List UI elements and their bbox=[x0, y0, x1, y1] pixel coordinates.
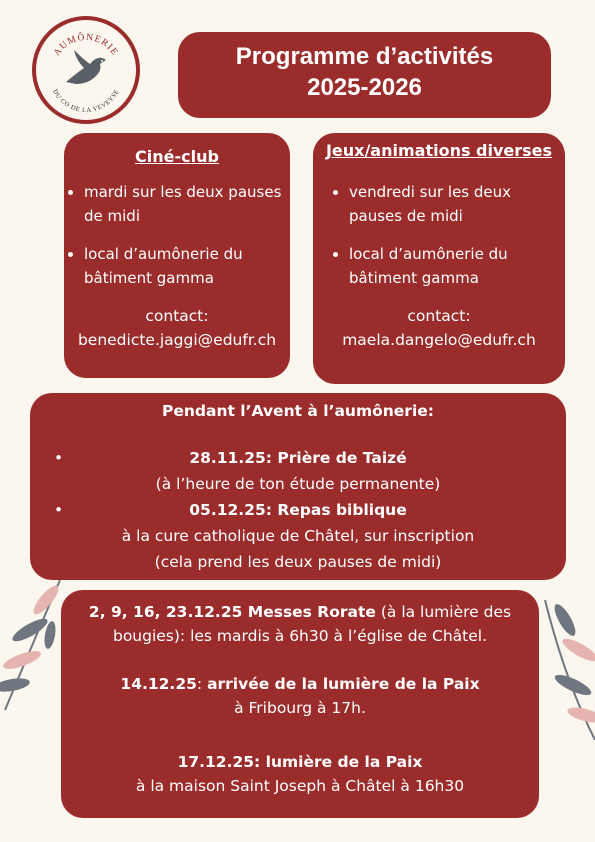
paix-chatel-detail: à la maison Saint Joseph à Châtel à 16h30 bbox=[135, 777, 465, 795]
logo-bottom-text: DU CO DE LA VEVEYSE bbox=[51, 88, 121, 115]
aumonerie-logo bbox=[32, 16, 140, 124]
event-detail: (à l’heure de ton étude permanente) bbox=[155, 475, 441, 493]
paix-fribourg-sep: : bbox=[196, 675, 208, 693]
rorate-detail: (à la lumière des bougies): les mardis à 6h30 à l’église de Châtel. bbox=[112, 603, 512, 645]
avent-title: Pendant l’Avent à l’aumônerie: bbox=[162, 402, 434, 420]
bullet-icon: • bbox=[54, 449, 64, 467]
bullet-icon: • bbox=[54, 501, 64, 519]
jeux-title: Jeux/animations diverses bbox=[325, 141, 553, 160]
paix-fribourg-date: 14.12.25 bbox=[120, 675, 197, 693]
paix-fribourg-headline: arrivée de la lumière de la Paix bbox=[207, 675, 480, 693]
event-detail: à la cure catholique de Châtel, sur inscription bbox=[121, 527, 475, 545]
jeux-card bbox=[313, 133, 565, 384]
cine-club-card bbox=[64, 133, 290, 378]
cine-club-contact-email[interactable]: benedicte.jaggi@edufr.ch bbox=[77, 331, 277, 349]
event-headline: 28.11.25: Prière de Taizé bbox=[189, 449, 407, 467]
rorate-headline: 2, 9, 16, 23.12.25 Messes Rorate bbox=[88, 603, 376, 621]
jeux-contact-email[interactable]: maela.dangelo@edufr.ch bbox=[342, 331, 536, 349]
paix-fribourg-line bbox=[61, 672, 539, 696]
logo-top-text: AUMÔNERIE bbox=[52, 32, 120, 59]
page-title-line1: Programme d’activités bbox=[235, 43, 494, 70]
leaf-branch-left-icon bbox=[0, 560, 70, 710]
avent-event-taize bbox=[30, 445, 566, 497]
list-item: • vendredi sur les deux pauses de midi bbox=[349, 180, 565, 228]
rorate-card bbox=[61, 590, 539, 818]
svg-text:DU CO DE LA VEVEYSE bbox=[51, 88, 121, 114]
paix-fribourg-detail: à Fribourg à 17h. bbox=[234, 699, 366, 717]
dove-icon bbox=[66, 50, 106, 84]
avent-event-repas bbox=[30, 497, 566, 575]
paix-chatel-headline: 17.12.25: lumière de la Paix bbox=[177, 753, 423, 771]
jeux-list bbox=[313, 180, 565, 290]
list-item: • mardi sur les deux pauses de midi bbox=[84, 180, 290, 228]
avent-card bbox=[30, 393, 566, 580]
list-item: • local d’aumônerie du bâtiment gamma bbox=[349, 242, 565, 290]
leaf-branch-right-icon bbox=[535, 590, 595, 740]
rorate-paragraph bbox=[61, 600, 539, 648]
page-title-line2: 2025-2026 bbox=[307, 74, 422, 101]
cine-club-list bbox=[64, 180, 290, 290]
event-detail: (cela prend les deux pauses de midi) bbox=[154, 553, 442, 571]
svg-text:AUMÔNERIE bbox=[52, 31, 120, 58]
list-item: • local d’aumônerie du bâtiment gamma bbox=[84, 242, 290, 290]
cine-club-title: Ciné-club bbox=[135, 147, 219, 166]
jeux-contact-label: contact: bbox=[407, 307, 471, 325]
cine-club-contact-label: contact: bbox=[145, 307, 209, 325]
event-headline: 05.12.25: Repas biblique bbox=[189, 501, 407, 519]
title-card bbox=[178, 32, 551, 118]
